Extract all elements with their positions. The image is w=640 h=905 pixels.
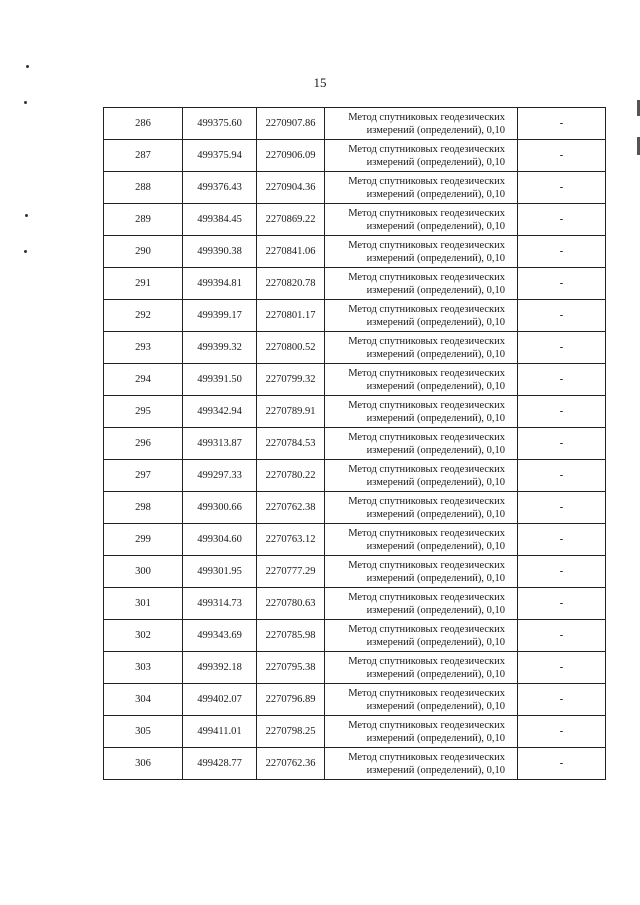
method-line-1: Метод спутниковых геодезических — [348, 143, 505, 155]
method-line-2: измерений (определений), 0,10 — [366, 220, 505, 232]
extra-cell: - — [518, 428, 606, 460]
y-coordinate-cell: 2270763.12 — [257, 524, 325, 556]
point-number-cell: 304 — [104, 684, 183, 716]
x-coordinate-cell: 499411.01 — [183, 716, 257, 748]
method-line-1: Метод спутниковых геодезических — [348, 207, 505, 219]
x-coordinate-cell: 499394.81 — [183, 268, 257, 300]
method-line-2: измерений (определений), 0,10 — [366, 764, 505, 776]
x-coordinate-cell: 499399.17 — [183, 300, 257, 332]
table-row — [104, 364, 606, 396]
x-coordinate-cell: 499314.73 — [183, 588, 257, 620]
y-coordinate-cell: 2270795.38 — [257, 652, 325, 684]
table-row — [104, 332, 606, 364]
extra-cell: - — [518, 172, 606, 204]
method-line-1: Метод спутниковых геодезических — [348, 463, 505, 475]
extra-cell: - — [518, 204, 606, 236]
method-line-2: измерений (определений), 0,10 — [366, 636, 505, 648]
y-coordinate-cell: 2270780.22 — [257, 460, 325, 492]
point-number-cell: 290 — [104, 236, 183, 268]
method-line-2: измерений (определений), 0,10 — [366, 604, 505, 616]
method-line-2: измерений (определений), 0,10 — [366, 252, 505, 264]
table-row — [104, 300, 606, 332]
page-number: 15 — [313, 75, 327, 90]
method-cell — [325, 588, 518, 620]
table-row — [104, 140, 606, 172]
method-line-2: измерений (определений), 0,10 — [366, 444, 505, 456]
table-row — [104, 684, 606, 716]
method-line-2: измерений (определений), 0,10 — [366, 316, 505, 328]
point-number-cell: 301 — [104, 588, 183, 620]
table-row — [104, 460, 606, 492]
table-row — [104, 620, 606, 652]
table-row — [104, 556, 606, 588]
method-cell — [325, 428, 518, 460]
extra-cell: - — [518, 236, 606, 268]
x-coordinate-cell: 499300.66 — [183, 492, 257, 524]
point-number-cell: 297 — [104, 460, 183, 492]
extra-cell: - — [518, 652, 606, 684]
y-coordinate-cell: 2270780.63 — [257, 588, 325, 620]
y-coordinate-cell: 2270841.06 — [257, 236, 325, 268]
extra-cell: - — [518, 396, 606, 428]
method-cell — [325, 268, 518, 300]
method-cell — [325, 492, 518, 524]
method-line-2: измерений (определений), 0,10 — [366, 188, 505, 200]
y-coordinate-cell: 2270762.36 — [257, 748, 325, 780]
y-coordinate-cell: 2270798.25 — [257, 716, 325, 748]
table-row — [104, 492, 606, 524]
method-line-1: Метод спутниковых геодезических — [348, 687, 505, 699]
extra-cell: - — [518, 108, 606, 140]
method-line-2: измерений (определений), 0,10 — [366, 508, 505, 520]
x-coordinate-cell: 499301.95 — [183, 556, 257, 588]
method-cell — [325, 140, 518, 172]
y-coordinate-cell: 2270777.29 — [257, 556, 325, 588]
y-coordinate-cell: 2270784.53 — [257, 428, 325, 460]
method-cell — [325, 556, 518, 588]
x-coordinate-cell: 499391.50 — [183, 364, 257, 396]
table-row — [104, 588, 606, 620]
point-number-cell: 294 — [104, 364, 183, 396]
method-cell — [325, 204, 518, 236]
method-line-1: Метод спутниковых геодезических — [348, 239, 505, 251]
extra-cell: - — [518, 716, 606, 748]
method-line-2: измерений (определений), 0,10 — [366, 348, 505, 360]
x-coordinate-cell: 499399.32 — [183, 332, 257, 364]
point-number-cell: 286 — [104, 108, 183, 140]
table-row — [104, 716, 606, 748]
method-line-1: Метод спутниковых геодезических — [348, 175, 505, 187]
y-coordinate-cell: 2270820.78 — [257, 268, 325, 300]
x-coordinate-cell: 499390.38 — [183, 236, 257, 268]
scan-speck — [25, 214, 28, 217]
method-line-2: измерений (определений), 0,10 — [366, 572, 505, 584]
scan-speck — [24, 250, 27, 253]
x-coordinate-cell: 499384.45 — [183, 204, 257, 236]
method-line-1: Метод спутниковых геодезических — [348, 303, 505, 315]
method-line-1: Метод спутниковых геодезических — [348, 367, 505, 379]
point-number-cell: 299 — [104, 524, 183, 556]
table-row — [104, 748, 606, 780]
y-coordinate-cell: 2270869.22 — [257, 204, 325, 236]
extra-cell: - — [518, 620, 606, 652]
table-row — [104, 108, 606, 140]
point-number-cell: 305 — [104, 716, 183, 748]
point-number-cell: 288 — [104, 172, 183, 204]
method-line-1: Метод спутниковых геодезических — [348, 527, 505, 539]
extra-cell: - — [518, 300, 606, 332]
method-line-2: измерений (определений), 0,10 — [366, 476, 505, 488]
y-coordinate-cell: 2270799.32 — [257, 364, 325, 396]
method-line-1: Метод спутниковых геодезических — [348, 495, 505, 507]
y-coordinate-cell: 2270762.38 — [257, 492, 325, 524]
point-number-cell: 291 — [104, 268, 183, 300]
extra-cell: - — [518, 460, 606, 492]
method-cell — [325, 236, 518, 268]
method-line-1: Метод спутниковых геодезических — [348, 271, 505, 283]
method-line-2: измерений (определений), 0,10 — [366, 668, 505, 680]
extra-cell: - — [518, 588, 606, 620]
method-line-2: измерений (определений), 0,10 — [366, 124, 505, 136]
extra-cell: - — [518, 524, 606, 556]
table-row — [104, 268, 606, 300]
point-number-cell: 298 — [104, 492, 183, 524]
coordinates-table — [103, 107, 606, 780]
extra-cell: - — [518, 364, 606, 396]
x-coordinate-cell: 499402.07 — [183, 684, 257, 716]
point-number-cell: 302 — [104, 620, 183, 652]
method-cell — [325, 332, 518, 364]
method-line-2: измерений (определений), 0,10 — [366, 412, 505, 424]
x-coordinate-cell: 499297.33 — [183, 460, 257, 492]
method-line-2: измерений (определений), 0,10 — [366, 540, 505, 552]
x-coordinate-cell: 499304.60 — [183, 524, 257, 556]
method-line-2: измерений (определений), 0,10 — [366, 380, 505, 392]
table-row — [104, 652, 606, 684]
table-row — [104, 396, 606, 428]
method-cell — [325, 396, 518, 428]
method-cell — [325, 108, 518, 140]
method-line-1: Метод спутниковых геодезических — [348, 335, 505, 347]
y-coordinate-cell: 2270801.17 — [257, 300, 325, 332]
y-coordinate-cell: 2270906.09 — [257, 140, 325, 172]
extra-cell: - — [518, 332, 606, 364]
method-line-1: Метод спутниковых геодезических — [348, 559, 505, 571]
point-number-cell: 289 — [104, 204, 183, 236]
point-number-cell: 306 — [104, 748, 183, 780]
scan-speck — [24, 101, 27, 104]
table-row — [104, 236, 606, 268]
method-cell — [325, 620, 518, 652]
extra-cell: - — [518, 268, 606, 300]
y-coordinate-cell: 2270789.91 — [257, 396, 325, 428]
table-row — [104, 172, 606, 204]
x-coordinate-cell: 499375.94 — [183, 140, 257, 172]
y-coordinate-cell: 2270796.89 — [257, 684, 325, 716]
table-row — [104, 524, 606, 556]
method-line-1: Метод спутниковых геодезических — [348, 399, 505, 411]
method-cell — [325, 172, 518, 204]
method-cell — [325, 524, 518, 556]
table-row — [104, 204, 606, 236]
method-cell — [325, 748, 518, 780]
table-row — [104, 428, 606, 460]
method-cell — [325, 716, 518, 748]
y-coordinate-cell: 2270907.86 — [257, 108, 325, 140]
x-coordinate-cell: 499342.94 — [183, 396, 257, 428]
method-line-1: Метод спутниковых геодезических — [348, 655, 505, 667]
point-number-cell: 303 — [104, 652, 183, 684]
extra-cell: - — [518, 748, 606, 780]
method-cell — [325, 460, 518, 492]
coordinates-table-body — [104, 108, 606, 780]
x-coordinate-cell: 499375.60 — [183, 108, 257, 140]
y-coordinate-cell: 2270800.52 — [257, 332, 325, 364]
point-number-cell: 295 — [104, 396, 183, 428]
x-coordinate-cell: 499392.18 — [183, 652, 257, 684]
y-coordinate-cell: 2270785.98 — [257, 620, 325, 652]
extra-cell: - — [518, 492, 606, 524]
method-line-1: Метод спутниковых геодезических — [348, 623, 505, 635]
point-number-cell: 296 — [104, 428, 183, 460]
method-cell — [325, 300, 518, 332]
point-number-cell: 293 — [104, 332, 183, 364]
method-cell — [325, 652, 518, 684]
scan-speck — [26, 65, 29, 68]
point-number-cell: 292 — [104, 300, 183, 332]
method-line-2: измерений (определений), 0,10 — [366, 284, 505, 296]
method-line-1: Метод спутниковых геодезических — [348, 111, 505, 123]
method-line-2: измерений (определений), 0,10 — [366, 700, 505, 712]
point-number-cell: 300 — [104, 556, 183, 588]
method-line-2: измерений (определений), 0,10 — [366, 732, 505, 744]
extra-cell: - — [518, 140, 606, 172]
method-line-2: измерений (определений), 0,10 — [366, 156, 505, 168]
method-line-1: Метод спутниковых геодезических — [348, 431, 505, 443]
method-cell — [325, 364, 518, 396]
y-coordinate-cell: 2270904.36 — [257, 172, 325, 204]
method-line-1: Метод спутниковых геодезических — [348, 751, 505, 763]
method-cell — [325, 684, 518, 716]
method-line-1: Метод спутниковых геодезических — [348, 591, 505, 603]
point-number-cell: 287 — [104, 140, 183, 172]
x-coordinate-cell: 499313.87 — [183, 428, 257, 460]
method-line-1: Метод спутниковых геодезических — [348, 719, 505, 731]
x-coordinate-cell: 499428.77 — [183, 748, 257, 780]
extra-cell: - — [518, 556, 606, 588]
x-coordinate-cell: 499343.69 — [183, 620, 257, 652]
extra-cell: - — [518, 684, 606, 716]
x-coordinate-cell: 499376.43 — [183, 172, 257, 204]
